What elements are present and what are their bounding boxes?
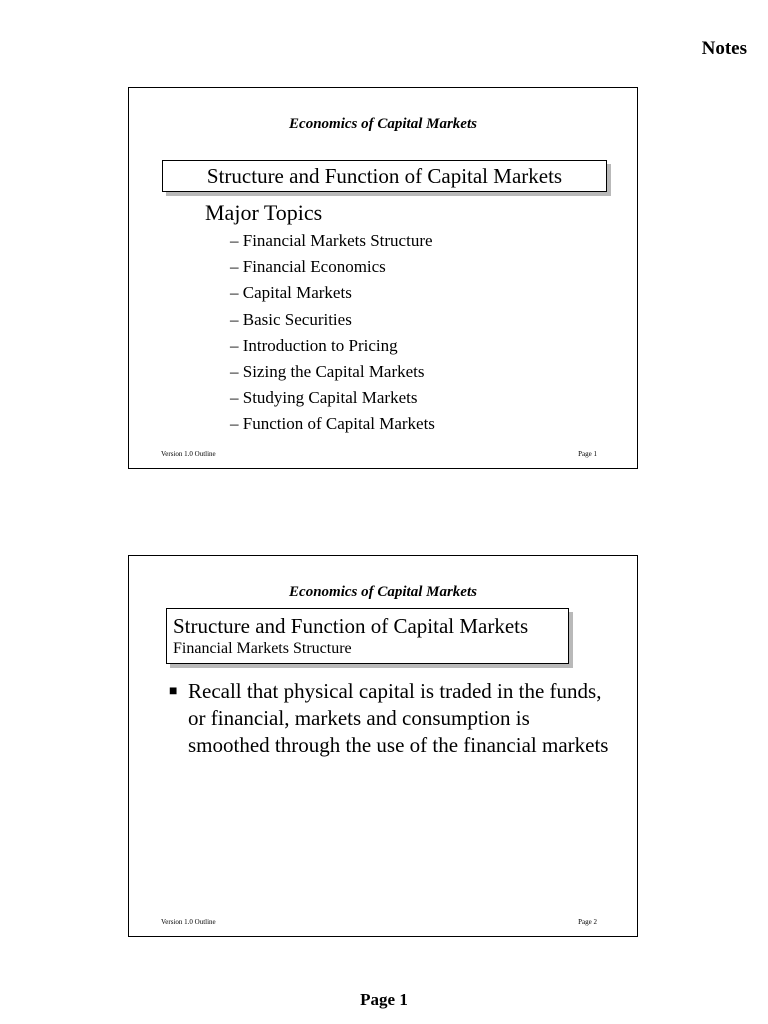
slide-version-label: Version 1.0 Outline [161,450,216,458]
slide-page-number: Page 2 [578,918,597,926]
notes-heading: Notes [701,38,747,59]
slide-title-box [166,608,569,664]
topic-item: – Function of Capital Markets [230,414,435,434]
topic-item: – Studying Capital Markets [230,388,418,408]
topic-item: – Introduction to Pricing [230,335,398,355]
slide-title-box: Structure and Function of Capital Markets [162,160,607,192]
topic-item: – Financial Economics [230,257,386,277]
bullet-text: Recall that physical capital is traded in the funds, or financial, markets and consumption is smoothed through the use of the financial markets [188,679,609,757]
topic-list [230,228,435,438]
topic-item: – Sizing the Capital Markets [230,362,425,382]
topic-item: – Capital Markets [230,283,352,303]
course-title: Economics of Capital Markets [289,116,477,132]
slide-subtitle: Financial Markets Structure [173,640,352,657]
slide-page-number: Page 1 [578,450,597,458]
topic-item: – Basic Securities [230,309,352,329]
topic-item: – Financial Markets Structure [230,231,433,250]
slide-version-label: Version 1.0 Outline [161,918,216,926]
course-title: Economics of Capital Markets [289,584,477,600]
major-topics-heading: Major Topics [205,200,323,225]
slide-1 [128,87,638,469]
slide-title: Structure and Function of Capital Markets [173,614,529,638]
page-number: Page 1 [360,990,408,1009]
slide-2 [128,555,638,937]
square-bullet-icon: ■ [169,684,178,699]
bullet-item [169,678,609,759]
